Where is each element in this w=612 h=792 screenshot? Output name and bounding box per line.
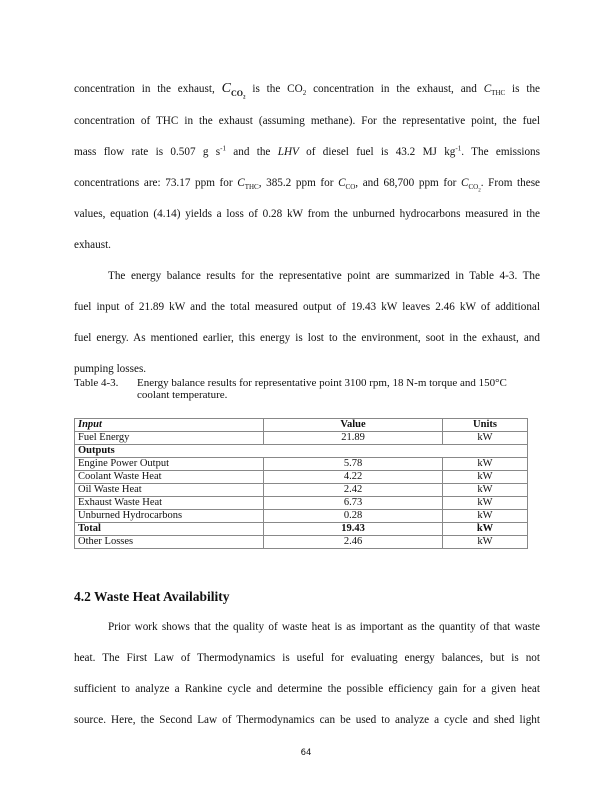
header-value: Value (264, 419, 443, 432)
table-row: Exhaust Waste Heat 6.73 kW (75, 497, 528, 510)
paragraph-2-line-4: pumping losses. (74, 363, 147, 375)
paragraph-2-line-3: fuel energy. As mentioned earlier, this energy is lost to the environment, soot in the exhaust, and (74, 332, 540, 344)
paragraph-2-line-1: The energy balance results for the representative point are summarized in Table 4-3. The (108, 270, 540, 282)
section-paragraph-line-3: sufficient to analyze a Rankine cycle and determine the possible efficiency gain for a given heat (74, 683, 540, 695)
table-row: Fuel Energy 21.89 kW (75, 432, 528, 445)
header-input: Input (75, 419, 264, 432)
table-total-row: Total 19.43 kW (75, 523, 528, 536)
paragraph-1-line-1: concentration in the exhaust, $C_{CO_2}$ is the $CO_2$ concentration in the exhaust, and $C_{THC}$ is the (74, 81, 541, 101)
page-number: 64 (300, 748, 312, 758)
header-units: Units (443, 419, 528, 432)
paragraph-1-line-6: exhaust. (74, 239, 111, 251)
c-co2-symbol: $C_{CO_2}$ (221, 81, 246, 101)
energy-balance-table (74, 418, 528, 549)
table-caption-label: Table 4-3. (74, 377, 119, 389)
table-section-row-outputs: Outputs (75, 445, 528, 458)
table-row: Other Losses 2.46 kW (75, 536, 528, 549)
table-caption-text: Energy balance results for representative point 3100 rpm, 18 N-m torque and 150°C coolant temperature. (137, 377, 507, 401)
paragraph-1-line-5: values, equation (4.14) yields a loss of 0.28 kW from the unburned hydrocarbons measured in the (74, 208, 540, 220)
paragraph-1-line-4: concentrations are: 73.17 ppm for $C_{THC}$, 385.2 ppm for $C_{CO}$, and 68,700 ppm for $C_{CO_2}$. From these (74, 177, 541, 194)
table-header-row (75, 419, 528, 432)
paragraph-1-line-2: concentration of THC in the exhaust (assuming methane). For the representative point, the fuel (74, 115, 540, 127)
paragraph-2-line-2: fuel input of 21.89 kW and the total measured output of 19.43 kW leaves 2.46 kW of additional (74, 301, 540, 313)
section-paragraph-line-1: Prior work shows that the quality of waste heat is as important as the quantity of that waste (108, 621, 540, 633)
table-row: Engine Power Output 5.78 kW (75, 458, 528, 471)
section-heading: 4.2 Waste Heat Availability (74, 589, 230, 604)
section-paragraph-line-2: heat. The First Law of Thermodynamics is useful for evaluating energy balances, but is not (74, 652, 540, 664)
paragraph-1-line-3: mass flow rate is 0.507 g $s^{-1}$ and the LHV of diesel fuel is 43.2 MJ $kg^{-1}$. The emissions (74, 144, 540, 158)
section-paragraph-line-4: source. Here, the Second Law of Thermodynamics can be used to analyze a cycle and shed light (74, 714, 540, 726)
table-row: Unburned Hydrocarbons 0.28 kW (75, 510, 528, 523)
table-row: Coolant Waste Heat 4.22 kW (75, 471, 528, 484)
table-row: Oil Waste Heat 2.42 kW (75, 484, 528, 497)
